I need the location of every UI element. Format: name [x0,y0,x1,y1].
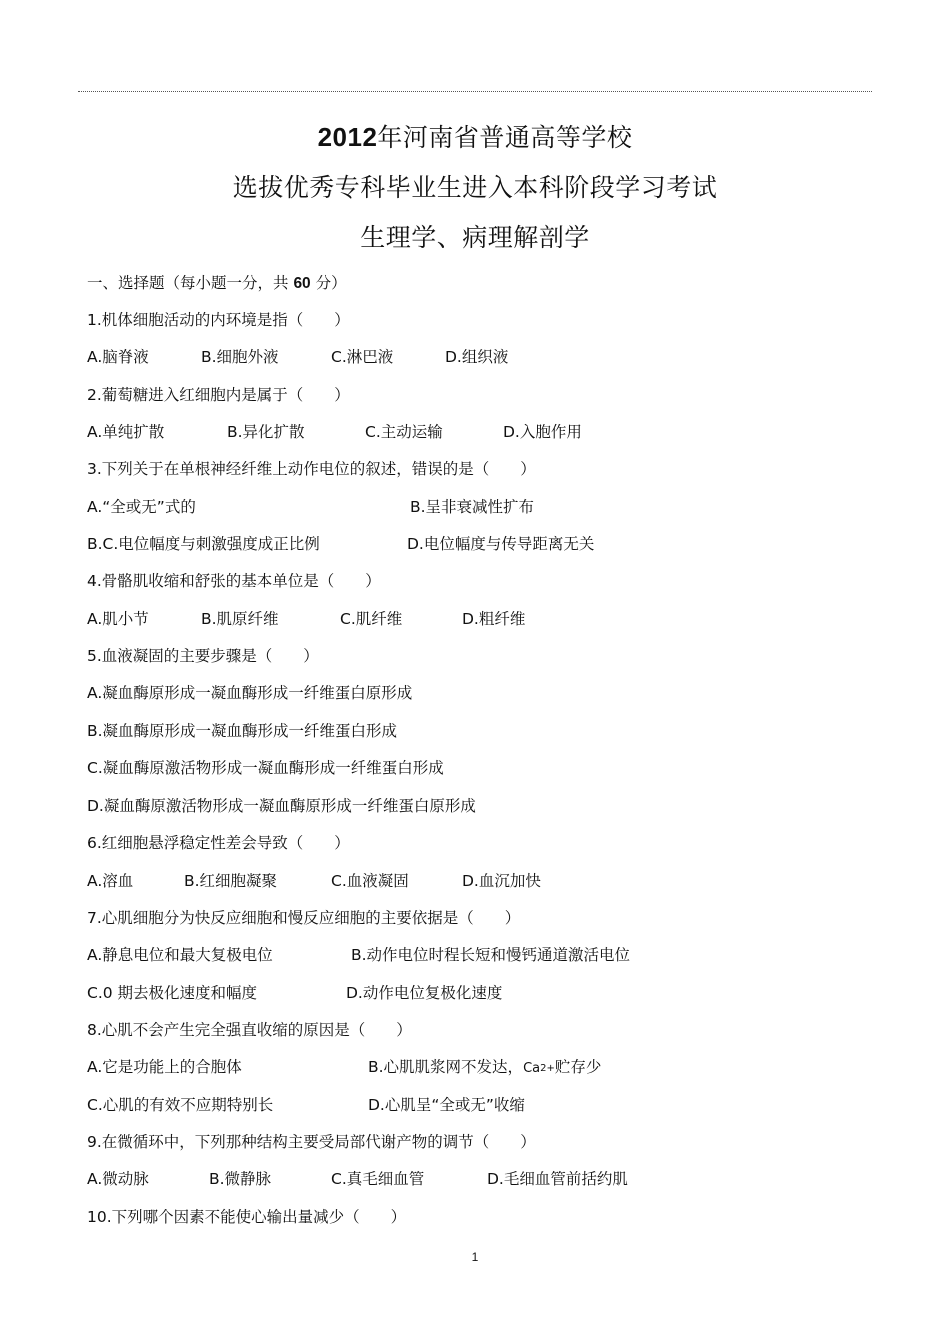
calcium-charge: 2+ [540,1063,555,1074]
option-b-text-end: 贮存少 [554,1058,602,1076]
section-points: 60 [293,275,311,292]
option-c[interactable]: B.C.电位幅度与刺激强度成正比例 [87,535,320,553]
option-d[interactable]: D.组织液 [445,348,509,366]
question-stem-10: 10.下列哪个因素不能使心输出量减少（ ） [87,1208,407,1226]
section-heading [87,272,347,294]
option-a[interactable]: A.肌小节 [87,610,149,628]
question-stem-8: 8.心肌不会产生完全强直收缩的原因是（ ） [87,1021,412,1039]
option-a[interactable]: A.它是功能上的合胞体 [87,1058,242,1076]
page-number: 1 [471,1250,479,1264]
header-dotted-rule [78,91,872,92]
option-a[interactable]: A.脑脊液 [87,348,149,366]
option-d[interactable]: D.电位幅度与传导距离无关 [407,535,595,553]
option-b[interactable]: B.呈非衰减性扩布 [410,498,535,516]
option-c[interactable]: C.肌纤维 [340,610,403,628]
section-label: 一、选择题（每小题一分，共 [87,274,294,292]
option-b[interactable]: B.凝血酶原形成一凝血酶形成一纤维蛋白形成 [87,722,398,740]
exam-title-line-1 [0,118,950,154]
option-c[interactable]: C.淋巴液 [331,348,394,366]
option-c[interactable]: C.0 期去极化速度和幅度 [87,984,258,1002]
option-d[interactable]: D.粗纤维 [462,610,526,628]
question-options-7a [87,944,887,966]
option-a[interactable]: A.“全或无”式的 [87,498,196,516]
calcium-symbol: Ca [523,1061,541,1076]
option-d[interactable]: D.入胞作用 [503,423,582,441]
question-stem-9: 9.在微循环中，下列那种结构主要受局部代谢产物的调节（ ） [87,1133,536,1151]
question-options-3a [87,496,887,518]
option-b[interactable]: B.动作电位时程长短和慢钙通道激活电位 [351,946,631,964]
question-options-1 [87,346,887,368]
option-d[interactable]: D.毛细血管前括约肌 [487,1170,628,1188]
option-c[interactable]: C.血液凝固 [331,872,409,890]
question-options-9 [87,1168,887,1190]
option-d[interactable]: D.凝血酶原激活物形成一凝血酶原形成一纤维蛋白原形成 [87,797,476,815]
question-stem-5: 5.血液凝固的主要步骤是（ ） [87,647,319,665]
option-a[interactable]: A.微动脉 [87,1170,149,1188]
option-c[interactable]: C.真毛细血管 [331,1170,425,1188]
question-options-7b [87,982,887,1004]
question-options-2 [87,421,887,443]
question-stem-2: 2.葡萄糖进入红细胞内是属于（ ） [87,386,350,404]
question-stem-6: 6.红细胞悬浮稳定性差会导致（ ） [87,834,350,852]
question-stem-1: 1.机体细胞活动的内环境是指（ ） [87,311,350,329]
option-a[interactable]: A.单纯扩散 [87,423,165,441]
question-options-6 [87,870,887,892]
option-d[interactable]: D.血沉加快 [462,872,541,890]
question-stem-4: 4.骨骼肌收缩和舒张的基本单位是（ ） [87,572,381,590]
option-d[interactable]: D.心肌呈“全或无”收缩 [368,1096,525,1114]
option-c[interactable]: C.心肌的有效不应期特别长 [87,1096,274,1114]
exam-subject-title: 生理学、病理解剖学 [360,223,590,252]
exam-year: 2012 [317,122,378,152]
option-a[interactable]: A.凝血酶原形成一凝血酶形成一纤维蛋白原形成 [87,684,413,702]
option-b[interactable]: B.细胞外液 [201,348,279,366]
option-a[interactable]: A.溶血 [87,872,134,890]
section-label-end: 分） [310,274,347,292]
option-b[interactable]: B.异化扩散 [227,423,305,441]
option-c[interactable]: C.凝血酶原激活物形成一凝血酶形成一纤维蛋白形成 [87,759,444,777]
question-options-3b [87,533,887,555]
option-b[interactable]: B.红细胞凝聚 [184,872,278,890]
option-b[interactable] [368,1056,601,1080]
option-c[interactable]: C.主动运输 [365,423,443,441]
question-stem-3: 3.下列关于在单根神经纤维上动作电位的叙述，错误的是（ ） [87,460,536,478]
option-d[interactable]: D.动作电位复极化速度 [346,984,503,1002]
option-b[interactable]: B.肌原纤维 [201,610,279,628]
option-b[interactable]: B.微静脉 [209,1170,272,1188]
question-stem-7: 7.心肌细胞分为快反应细胞和慢反应细胞的主要依据是（ ） [87,909,521,927]
question-options-4 [87,608,887,630]
option-b-text: B.心肌肌浆网不发达， [368,1058,524,1076]
question-options-8a [87,1056,887,1078]
exam-title-rest: 年河南省普通高等学校 [377,123,633,152]
exam-title-line-2: 选拔优秀专科毕业生进入本科阶段学习考试 [232,173,718,202]
question-options-8b [87,1094,887,1116]
option-a[interactable]: A.静息电位和最大复极电位 [87,946,273,964]
